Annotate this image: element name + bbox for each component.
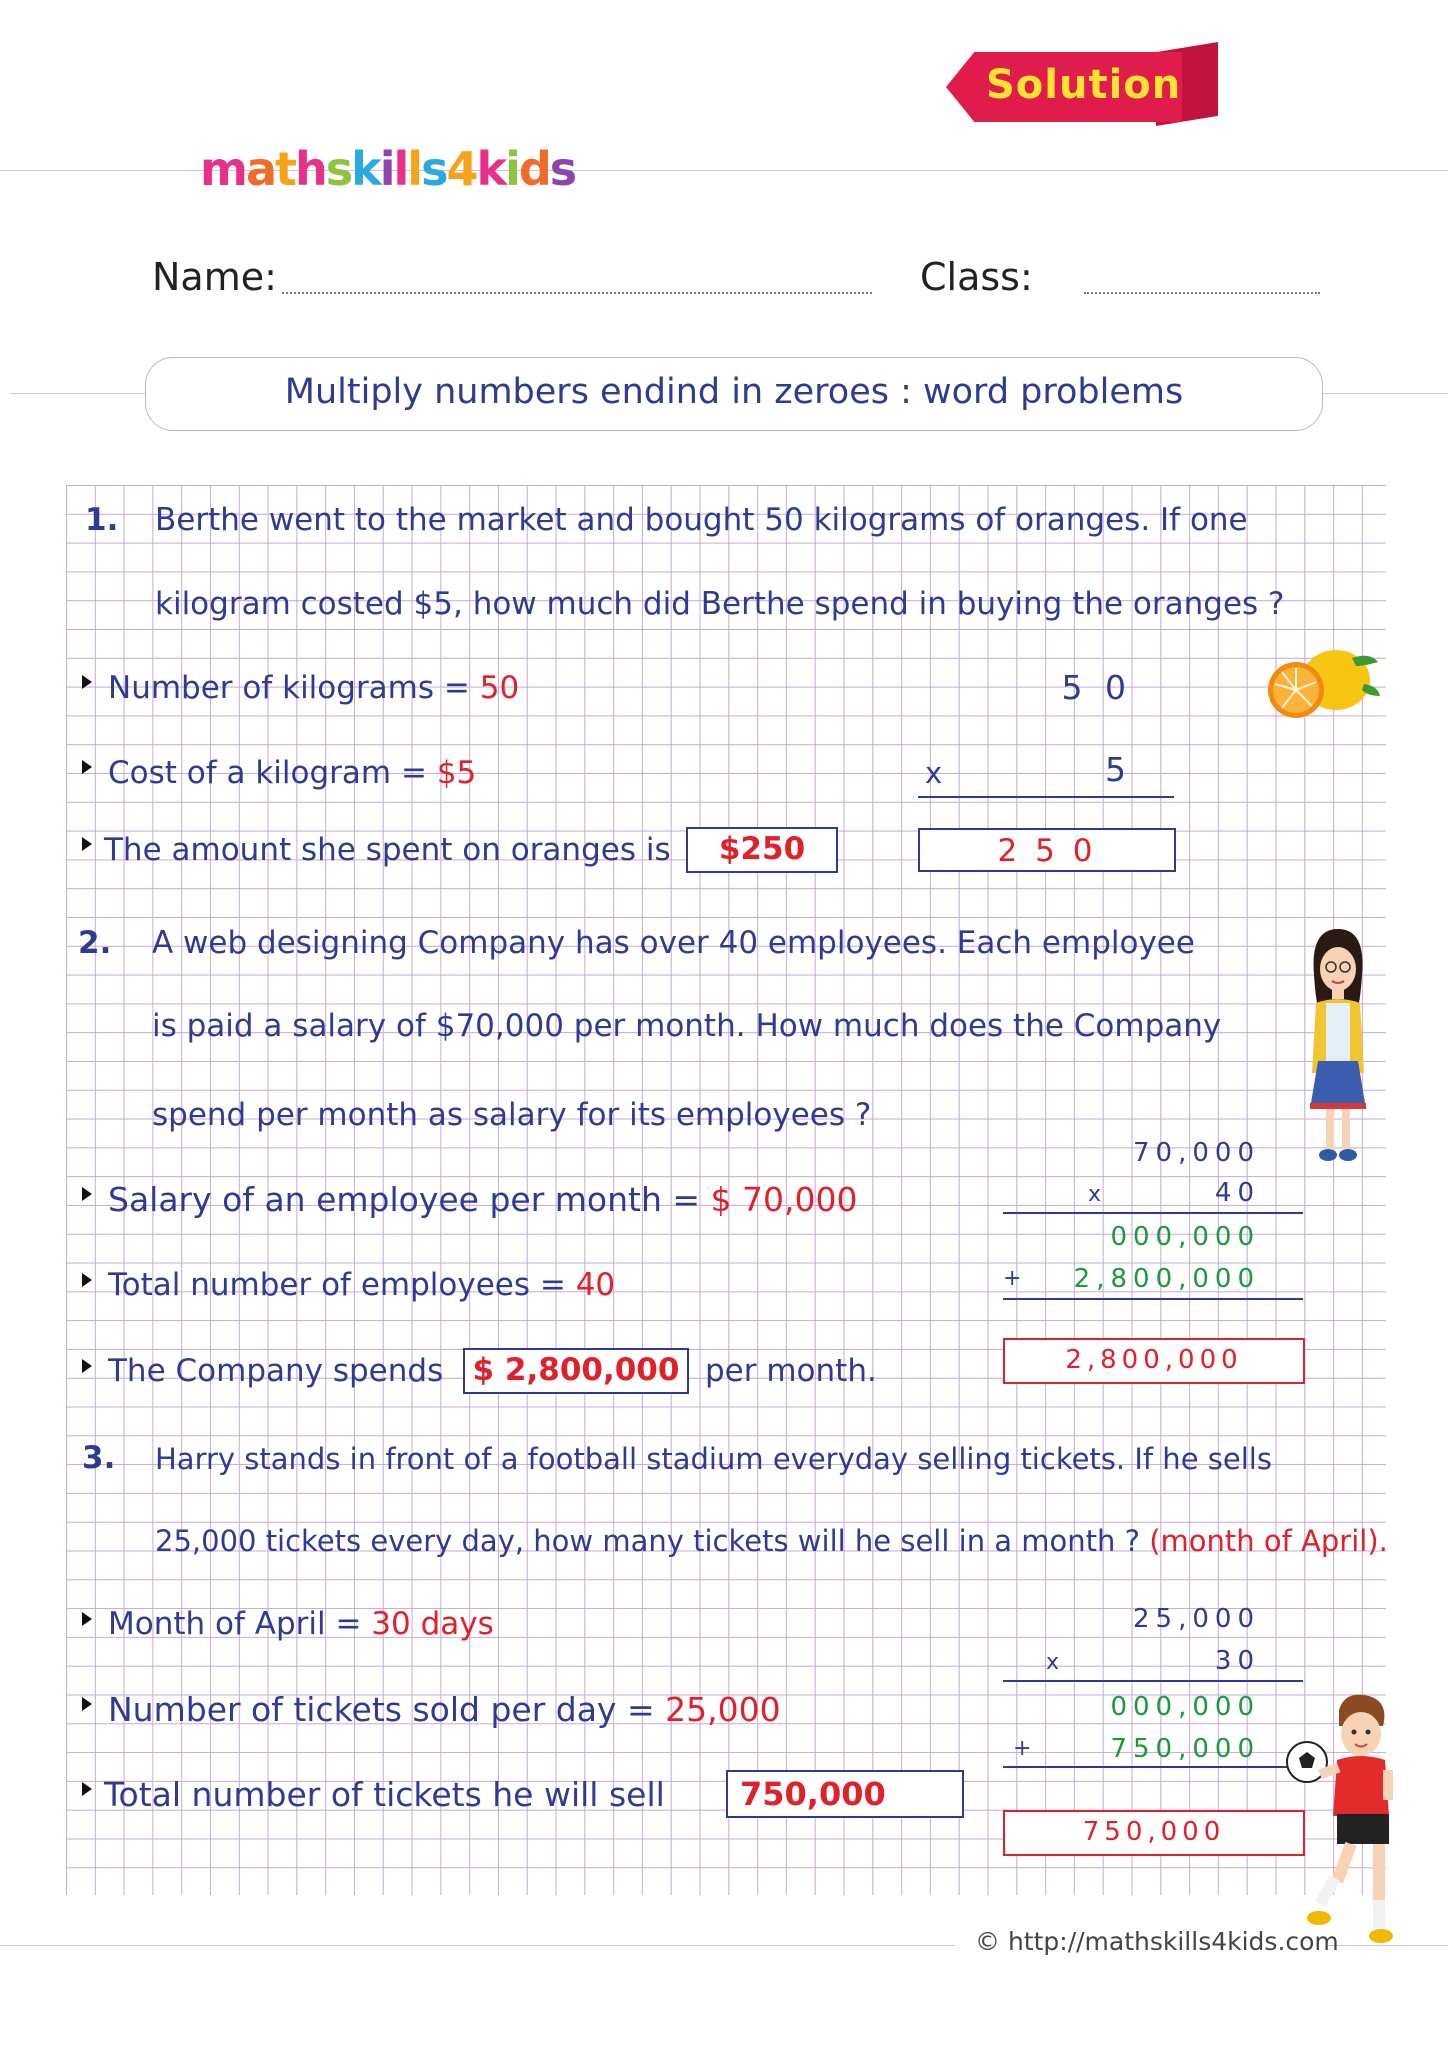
bullet-icon	[82, 760, 92, 774]
orange-icon	[1252, 640, 1382, 720]
bullet-icon	[82, 1273, 92, 1287]
calc-result-box	[1003, 1810, 1305, 1856]
name-label: Name:	[152, 255, 277, 299]
solution-label: Solution	[986, 62, 1182, 108]
logo-letter: a	[245, 142, 275, 196]
answer-value: 750,000	[740, 1775, 886, 1813]
bullet-icon	[82, 1187, 92, 1201]
fact-value: 30 days	[371, 1606, 494, 1642]
problem-1-text-line: Berthe went to the market and bought 50 kilograms of oranges. If one	[155, 502, 1248, 538]
fact-label-text: Number of kilograms =	[108, 670, 480, 706]
calc-multiplier: 40	[1214, 1178, 1260, 1208]
title-divider-right	[1323, 393, 1448, 394]
fact-value: $ 70,000	[710, 1180, 858, 1219]
problem-1-text-line: kilogram costed $5, how much did Berthe spend in buying the oranges ?	[155, 586, 1285, 622]
calc-rule	[918, 796, 1174, 798]
copyright-link[interactable]: © http://mathskills4kids.com	[975, 1927, 1339, 1956]
fact-label	[108, 755, 476, 791]
fact-label	[108, 1180, 857, 1219]
calc-multiplicand: 70,000	[1133, 1138, 1260, 1168]
bullet-icon	[82, 675, 92, 689]
bullet-icon	[82, 1697, 92, 1711]
fact-label-text: Month of April =	[108, 1606, 372, 1642]
answer-box	[726, 1770, 964, 1818]
problem-2-number: 2.	[78, 925, 112, 961]
calc-partial-operator: +	[1003, 1266, 1028, 1291]
calc-multiplicand: 5 0	[1061, 668, 1132, 707]
fact-label	[108, 1606, 494, 1642]
problem-2-text-line: spend per month as salary for its employees ?	[152, 1097, 872, 1133]
footer-divider-right	[1328, 1945, 1448, 1946]
calc-rule	[1003, 1298, 1303, 1300]
logo-letter: s	[421, 142, 447, 196]
calc-result: 2,800,000	[1065, 1345, 1243, 1375]
calc-multiplier: 5	[1105, 750, 1132, 789]
answer-value: $250	[718, 831, 806, 867]
calc-result: 2 5 0	[997, 833, 1097, 869]
problem-3-number: 3.	[82, 1440, 116, 1476]
boy-with-football-icon	[1285, 1690, 1405, 1950]
calc-multiplicand: 25,000	[1133, 1604, 1260, 1634]
logo-letter: m	[200, 142, 246, 196]
logo-letter: i	[505, 142, 519, 196]
problem-3-text-line	[155, 1524, 1388, 1558]
calc-result-box	[918, 828, 1176, 872]
mathskills4kids-logo	[200, 142, 575, 196]
answer-box	[463, 1348, 689, 1394]
fact-label	[108, 1690, 781, 1729]
logo-letter: k	[351, 142, 380, 196]
class-field[interactable]	[1084, 292, 1320, 294]
calc-result-box	[1003, 1338, 1305, 1384]
calc-partial: 750,000	[1110, 1734, 1260, 1764]
logo-letter: l	[393, 142, 408, 196]
calc-rule	[1003, 1766, 1303, 1768]
calc-partial-operator: +	[1013, 1736, 1038, 1761]
girl-icon	[1298, 925, 1378, 1170]
calc-rule	[1003, 1212, 1303, 1214]
logo-letter: h	[294, 142, 326, 196]
problem-2-text-line: is paid a salary of $70,000 per month. How much does the Company	[152, 1008, 1222, 1044]
conclusion-suffix: per month.	[705, 1353, 877, 1389]
fact-value: 50	[479, 670, 520, 706]
problem-3-note: (month of April).	[1149, 1524, 1388, 1558]
logo-letter: d	[518, 142, 550, 196]
bullet-icon	[82, 1782, 92, 1796]
calc-partial: 000,000	[1110, 1222, 1260, 1252]
logo-letter: s	[325, 142, 352, 196]
calc-operator: x	[1088, 1182, 1108, 1207]
calc-rule	[1003, 1680, 1303, 1682]
logo-letter: 4	[446, 142, 477, 196]
title-divider-left	[10, 393, 145, 394]
bullet-icon	[82, 1359, 92, 1373]
fact-value: $5	[436, 755, 477, 791]
logo-letter: i	[379, 142, 394, 196]
fact-value: 40	[575, 1267, 616, 1303]
name-field[interactable]	[282, 292, 872, 294]
answer-value: $ 2,800,000	[472, 1352, 680, 1388]
calc-multiplier: 30	[1214, 1646, 1260, 1676]
conclusion-label: Total number of tickets he will sell	[104, 1775, 665, 1814]
fact-value: 25,000	[665, 1690, 781, 1729]
calc-operator: x	[1046, 1650, 1066, 1675]
conclusion-label: The Company spends	[108, 1353, 444, 1389]
footer-divider-left	[0, 1945, 955, 1946]
fact-label	[108, 670, 519, 706]
fact-label-text: Salary of an employee per month =	[108, 1180, 711, 1219]
problem-1-number: 1.	[85, 502, 119, 538]
solution-badge	[946, 44, 1216, 130]
calc-operator: x	[925, 756, 949, 790]
bullet-icon	[82, 1612, 92, 1626]
answer-box	[686, 827, 838, 873]
logo-letter: s	[549, 142, 576, 196]
logo-letter: k	[476, 142, 506, 196]
problem-3-text: 25,000 tickets every day, how many tickets will he sell in a month ?	[155, 1524, 1141, 1558]
calc-partial: 2,800,000	[1073, 1264, 1260, 1294]
logo-letter: t	[274, 142, 295, 196]
conclusion-label: The amount she spent on oranges is	[104, 832, 671, 868]
calc-result: 750,000	[1082, 1817, 1226, 1847]
logo-letter: l	[407, 142, 422, 196]
fact-label-text: Cost of a kilogram =	[108, 755, 437, 791]
problem-2-text-line: A web designing Company has over 40 employees. Each employee	[152, 925, 1195, 961]
calc-partial: 000,000	[1110, 1692, 1260, 1722]
bullet-icon	[82, 837, 92, 851]
fact-label	[108, 1267, 615, 1303]
worksheet-title-box	[145, 357, 1323, 431]
worksheet-title: Multiply numbers endind in zeroes : word problems	[284, 372, 1184, 412]
problem-3-text-line: Harry stands in front of a football stadium everyday selling tickets. If he sells	[155, 1442, 1272, 1476]
fact-label-text: Number of tickets sold per day =	[108, 1690, 666, 1729]
fact-label-text: Total number of employees =	[108, 1267, 576, 1303]
class-label: Class:	[920, 255, 1033, 299]
